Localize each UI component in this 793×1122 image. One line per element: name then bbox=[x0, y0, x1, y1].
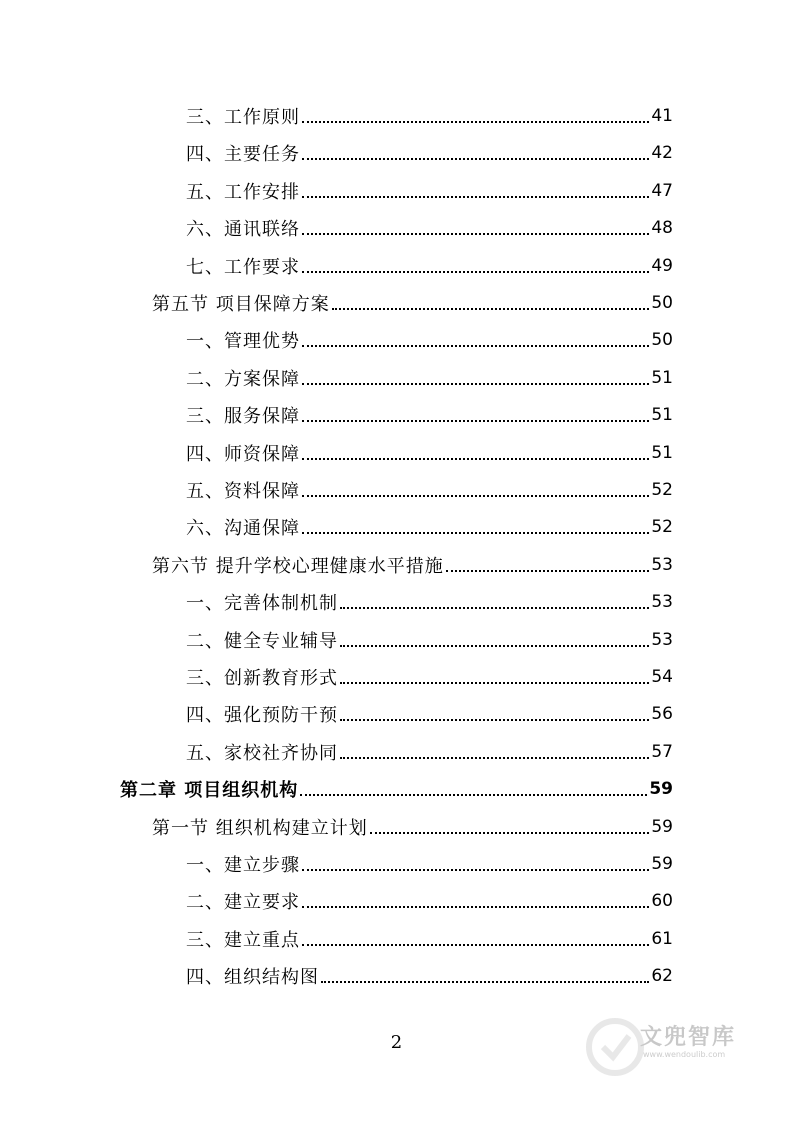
toc-entry bbox=[186, 101, 673, 131]
toc-entry-page: 62 bbox=[651, 966, 673, 987]
toc-entry-page: 49 bbox=[651, 255, 673, 276]
toc-entry bbox=[186, 737, 673, 767]
toc-entry-title: 四、师资保障 bbox=[186, 443, 300, 465]
toc-leader-dots bbox=[302, 383, 649, 385]
toc-entry-page: 53 bbox=[651, 554, 673, 575]
toc-leader-dots bbox=[321, 981, 649, 983]
toc-entry-title: 第一节 组织机构建立计划 bbox=[152, 817, 368, 839]
toc-entry bbox=[152, 288, 673, 318]
toc-entry bbox=[186, 625, 673, 655]
toc-leader-dots bbox=[340, 645, 649, 647]
toc-entry-page: 51 bbox=[651, 367, 673, 388]
toc-entry-page: 42 bbox=[651, 143, 673, 164]
toc-leader-dots bbox=[302, 233, 649, 235]
toc-entry-page: 53 bbox=[651, 592, 673, 613]
toc-entry-title: 第二章 项目组织机构 bbox=[120, 780, 299, 802]
watermark-text: 文兜智库 bbox=[640, 1025, 737, 1050]
toc-entry-title: 一、建立步骤 bbox=[186, 855, 300, 876]
toc-leader-dots bbox=[446, 570, 650, 572]
toc-entry-page: 51 bbox=[651, 442, 673, 463]
toc-entry-page: 53 bbox=[651, 629, 673, 650]
toc-entry-page: 54 bbox=[651, 667, 673, 687]
toc-entry-title: 三、建立重点 bbox=[186, 929, 300, 951]
toc-entry-title: 三、服务保障 bbox=[186, 406, 300, 428]
toc-entry-page: 59 bbox=[649, 779, 673, 800]
toc-entry-title: 五、家校社齐协同 bbox=[186, 742, 338, 764]
toc-leader-dots bbox=[302, 495, 649, 497]
toc-leader-dots bbox=[300, 794, 647, 796]
toc-entry-title: 二、方案保障 bbox=[186, 368, 300, 390]
toc-entry bbox=[152, 550, 673, 580]
toc-entry bbox=[186, 363, 673, 393]
toc-entry bbox=[186, 961, 673, 991]
toc-leader-dots bbox=[302, 196, 649, 198]
toc-entry-title: 三、工作原则 bbox=[186, 107, 300, 128]
toc-entry bbox=[152, 812, 673, 842]
toc-entry-title: 五、工作安排 bbox=[186, 181, 300, 203]
toc-entry-title: 一、完善体制机制 bbox=[186, 593, 338, 615]
toc-entry-title: 二、健全专业辅导 bbox=[186, 630, 338, 652]
toc-entry bbox=[186, 138, 673, 168]
toc-entry bbox=[186, 849, 673, 879]
toc-entry-title: 三、创新教育形式 bbox=[186, 668, 338, 689]
toc-leader-dots bbox=[302, 158, 649, 160]
toc-entry-title: 第五节 项目保障方案 bbox=[152, 294, 330, 315]
toc-entry bbox=[186, 886, 673, 916]
toc-leader-dots bbox=[302, 532, 649, 534]
toc-entry-title: 四、组织结构图 bbox=[186, 967, 319, 989]
toc-leader-dots bbox=[340, 682, 649, 684]
toc-entry bbox=[186, 251, 673, 281]
toc-entry-page: 57 bbox=[651, 741, 673, 762]
page-number: 2 bbox=[390, 1032, 403, 1053]
toc-entry-page: 50 bbox=[651, 293, 673, 313]
toc-entry bbox=[186, 176, 673, 206]
toc-entry-page: 52 bbox=[651, 517, 673, 538]
toc-entry bbox=[186, 400, 673, 430]
toc-entry-title: 一、管理优势 bbox=[186, 331, 300, 353]
toc-leader-dots bbox=[302, 906, 649, 908]
toc-entry-page: 61 bbox=[651, 928, 673, 949]
toc-entry-title: 五、资料保障 bbox=[186, 481, 300, 502]
toc-entry-page: 50 bbox=[651, 330, 673, 351]
toc-entry-page: 59 bbox=[651, 816, 673, 837]
toc-entry-page: 59 bbox=[651, 854, 673, 874]
toc-entry-title: 第六节 提升学校心理健康水平措施 bbox=[152, 555, 444, 577]
toc-entry bbox=[186, 438, 673, 468]
toc-leader-dots bbox=[302, 271, 649, 273]
toc-entry bbox=[186, 587, 673, 617]
toc-entry-title: 七、工作要求 bbox=[186, 256, 300, 278]
toc-leader-dots bbox=[302, 458, 649, 460]
toc-leader-dots bbox=[340, 719, 649, 721]
toc-entry-page: 56 bbox=[651, 704, 673, 725]
watermark-url: www.wendoulib.com bbox=[643, 1050, 726, 1059]
toc-leader-dots bbox=[370, 832, 650, 834]
toc-entry-page: 52 bbox=[651, 480, 673, 500]
toc-leader-dots bbox=[332, 308, 650, 310]
toc-entry-title: 六、通讯联络 bbox=[186, 219, 300, 241]
toc-entry bbox=[186, 924, 673, 954]
toc-leader-dots bbox=[302, 345, 649, 347]
toc-entry-page: 48 bbox=[651, 218, 673, 239]
toc-entry-page: 60 bbox=[651, 891, 673, 912]
toc-leader-dots bbox=[302, 121, 649, 123]
toc-entry-page: 47 bbox=[651, 180, 673, 201]
toc-leader-dots bbox=[340, 757, 649, 759]
toc-entry bbox=[186, 325, 673, 355]
toc-leader-dots bbox=[302, 944, 649, 946]
toc-entry-title: 四、强化预防干预 bbox=[186, 705, 338, 727]
toc-entry bbox=[186, 213, 673, 243]
toc-entry bbox=[186, 662, 673, 692]
toc-leader-dots bbox=[302, 420, 649, 422]
toc-leader-dots bbox=[340, 607, 649, 609]
toc-entry-title: 四、主要任务 bbox=[186, 144, 300, 166]
toc-entry bbox=[186, 475, 673, 505]
toc-entry bbox=[186, 699, 673, 729]
toc-entry bbox=[120, 774, 673, 804]
toc-leader-dots bbox=[302, 869, 649, 871]
toc-entry bbox=[186, 512, 673, 542]
toc-entry-page: 41 bbox=[651, 106, 673, 126]
toc-entry-title: 二、建立要求 bbox=[186, 892, 300, 914]
toc-entry-page: 51 bbox=[651, 405, 673, 426]
toc-entry-title: 六、沟通保障 bbox=[186, 518, 300, 540]
